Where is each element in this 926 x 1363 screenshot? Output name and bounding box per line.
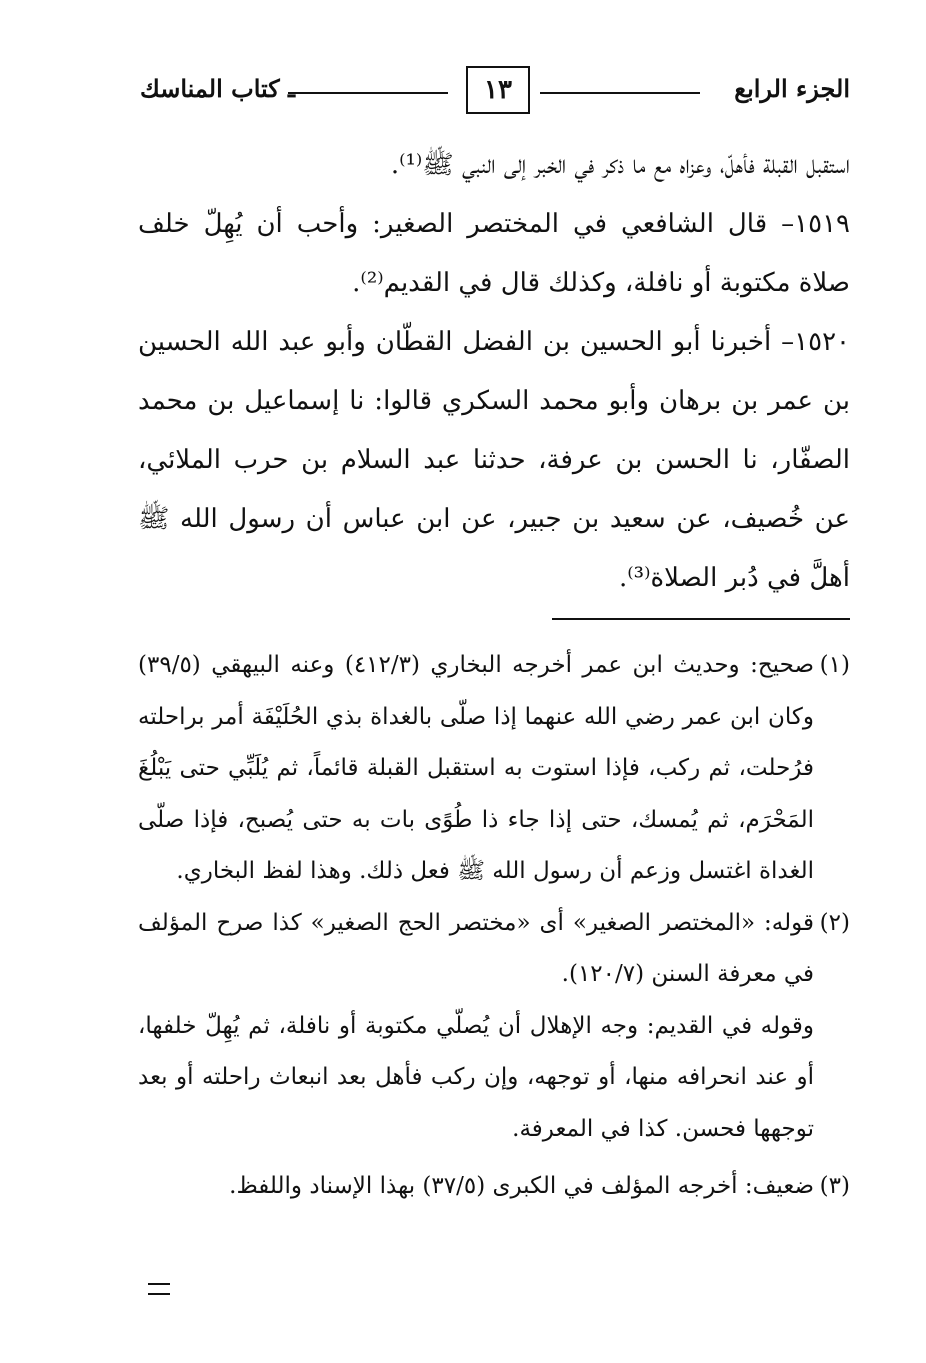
footnote-3 xyxy=(138,1161,850,1213)
main-paragraph: ١٥١٩– قال الشافعي في المختصر الصغير: وأحب أن يُهِلّ خلف صلاة مكتوبة أو نافلة، وكذلك قال في القديم⁽²⁾. xyxy=(138,209,850,298)
page-number-box: ١٣ xyxy=(466,66,530,114)
footnote-text: ضعيف: أخرجه المؤلف في الكبرى (٣٧/٥) بهذا الإسناد واللفظ. xyxy=(229,1173,814,1199)
footnote-mark: (٣) xyxy=(819,1173,850,1199)
footnote-mark: (١) xyxy=(819,652,850,678)
header-rule-right xyxy=(540,92,700,94)
page-end-mark xyxy=(148,1283,170,1295)
header-rule-left xyxy=(288,92,448,94)
footnote-text: صحيح: وحديث ابن عمر أخرجه البخاري (٤١٢/٣) وعنه البيهقي (٣٩/٥) وكان ابن عمر رضي الله عنهما إذا صلّى بالغداة بذي الحُلَيْفَة أمر براحلته فرُحلت، ثم ركب، فإذا استوت به استقبل القبلة قائماً، ثم يُلَبِّي حتى يَبْلُغَ المَحْرَم، ثم يُمسك، حتى إذا جاء ذا طُوًى بات به حتى يُصبح، فإذا صلّى الغداة اغتسل وزعم أن رسول الله ﷺ فعل ذلك. وهذا لفظ البخاري. xyxy=(138,652,815,884)
main-paragraph: استقبل القبلة فأهلّ، وعزاه مع ما ذكر في الخبر إلى النبي ﷺ⁽¹⁾. xyxy=(390,150,850,180)
footnote-separator xyxy=(552,618,850,620)
main-paragraph: ١٥٢٠– أخبرنا أبو الحسين بن الفضل القطّان وأبو عبد الله الحسين بن عمر بن برهان وأبو محمد السكري قالوا: نا إسماعيل بن محمد الصفّار، نا الحسن بن عرفة، حدثنا عبد السلام بن حرب الملائي، عن خُصيف، عن سعيد بن جبير، عن ابن عباس أن رسول الله ﷺ أهلَّ في دُبر الصلاة⁽³⁾. xyxy=(138,327,851,593)
footnote-2 xyxy=(138,898,850,1001)
footnotes xyxy=(138,640,850,1213)
footnote-mark: (٢) xyxy=(819,909,850,936)
chapter-title: ـ كتاب المناسك xyxy=(140,74,296,103)
footnote-1 xyxy=(138,640,850,898)
volume-title: الجزء الرابع xyxy=(734,74,850,103)
footnote-2-continued: وقوله في القديم: وجه الإهلال أن يُصلّي مكتوبة أو نافلة، ثم يُهِلّ خلفها، أو عند انحرافه منها، أو توجهه، وإن ركب فأهل بعد انبعاث راحلته أو بعد توجهها فحسن. كذا في المعرفة. xyxy=(138,1012,814,1142)
main-text xyxy=(138,136,850,608)
footnote-text: قوله: «المختصر الصغير» أى «مختصر الحج الصغير» كذا صرح المؤلف في معرفة السنن (١٢٠/٧). xyxy=(138,909,814,987)
page-header xyxy=(140,66,850,116)
